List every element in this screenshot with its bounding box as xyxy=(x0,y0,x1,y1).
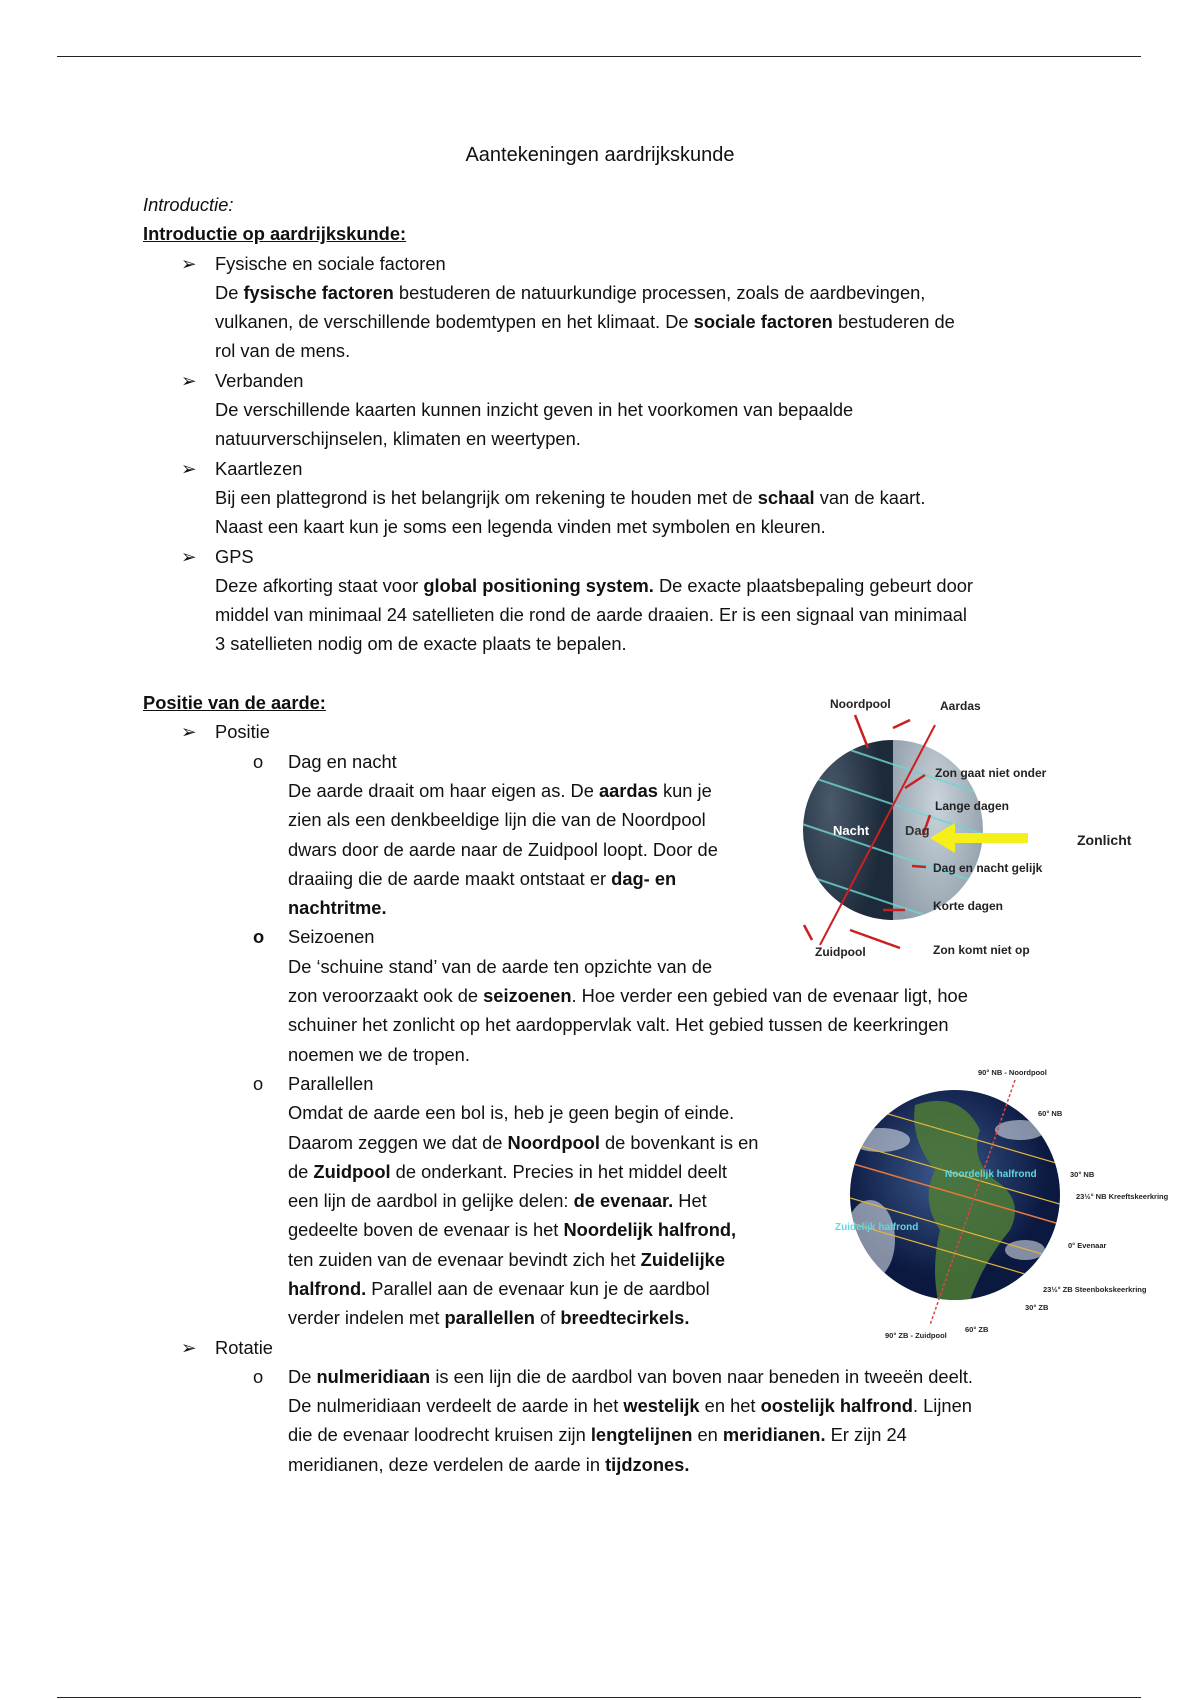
text-run: 3 satellieten nodig om de exacte plaats te bepalen. xyxy=(215,633,627,655)
line-text xyxy=(288,952,712,981)
text-line xyxy=(0,278,1200,307)
text-run: Parallel aan de evenaar kun je de aardbol xyxy=(366,1277,710,1299)
label-zonlicht: Zonlicht xyxy=(1077,832,1132,848)
label-90nb: 90° NB - Noordpool xyxy=(978,1068,1047,1077)
text-run: De ‘schuine stand’ van de aarde ten opzichte van de xyxy=(288,955,713,977)
bold-text: nachtritme. xyxy=(288,897,387,919)
line-text xyxy=(215,336,350,365)
section-heading xyxy=(0,219,1200,248)
circle-bullet-icon: o xyxy=(253,926,265,948)
label-30zb: 30° ZB xyxy=(1025,1303,1049,1312)
parallels-figure xyxy=(820,1050,1200,1340)
text-run: Introductie op aardrijkskunde: xyxy=(143,223,407,245)
text-line xyxy=(0,1391,1200,1420)
arrow-bullet-icon: ➢ xyxy=(181,545,197,567)
text-run: dwars door de aarde naar de Zuidpool loopt. Door de xyxy=(288,838,718,860)
text-run: Positie van de aarde: xyxy=(143,692,326,714)
label-nacht: Nacht xyxy=(833,823,870,838)
text-line xyxy=(0,571,1200,600)
text-run: noemen we de tropen. xyxy=(288,1043,470,1065)
line-text xyxy=(288,835,718,864)
line-text xyxy=(215,307,955,336)
text-line xyxy=(0,659,1200,688)
line-text xyxy=(215,629,627,658)
label-60zb: 60° ZB xyxy=(965,1325,989,1334)
footer-rule xyxy=(57,1697,1141,1698)
text-run: schuiner het zonlicht op het aardoppervlak valt. Het gebied tussen de keerkringen xyxy=(288,1014,949,1036)
line-text xyxy=(288,1215,736,1244)
circle-bullet-icon: o xyxy=(253,750,264,772)
text-run: zon veroorzaakt ook de xyxy=(288,985,484,1007)
text-run: Het xyxy=(673,1190,707,1212)
label-lange-dagen: Lange dagen xyxy=(935,799,1010,813)
text-run: en het xyxy=(699,1395,761,1417)
text-run: Kaartlezen xyxy=(215,457,303,479)
text-run: de onderkant. Precies in het middel deelt xyxy=(390,1160,727,1182)
text-run: Verbanden xyxy=(215,369,304,391)
line-text xyxy=(215,600,967,629)
line-text xyxy=(215,454,302,483)
line-text xyxy=(215,483,925,512)
line-text xyxy=(215,717,270,746)
text-run: De exacte plaatsbepaling gebeurt door xyxy=(653,574,974,596)
label-zon-komt-niet-op: Zon komt niet op xyxy=(933,943,1030,957)
text-line xyxy=(0,1420,1200,1449)
bold-text: Zuidpool xyxy=(313,1160,391,1182)
line-text xyxy=(288,893,387,922)
line-text xyxy=(288,922,374,951)
text-run: GPS xyxy=(215,545,254,567)
bold-text: fysische factoren xyxy=(243,281,394,303)
bold-text: Zuidelijke xyxy=(640,1248,725,1270)
text-run: middel van minimaal 24 satellieten die rond de aarde draaien. Er is een signaal van minimaal xyxy=(215,604,967,626)
line-text xyxy=(288,1450,689,1479)
line-text xyxy=(215,571,973,600)
line-text xyxy=(215,278,925,307)
label-zuidelijk-halfrond: Zuidelijk halfrond xyxy=(835,1222,919,1233)
line-text xyxy=(288,1186,707,1215)
text-line xyxy=(0,629,1200,658)
line-text xyxy=(143,219,406,248)
line-text xyxy=(288,1010,949,1039)
text-run: de bovenkant is en xyxy=(599,1131,759,1153)
label-evenaar: 0° Evenaar xyxy=(1068,1241,1107,1250)
text-run: Seizoenen xyxy=(288,926,375,948)
text-run: Parallellen xyxy=(288,1072,374,1094)
text-run: zien als een denkbeeldige lijn die van de Noordpool xyxy=(288,809,706,831)
text-line xyxy=(0,424,1200,453)
line-text xyxy=(215,395,853,424)
text-run: Introductie: xyxy=(143,194,234,215)
label-zuidpool: Zuidpool xyxy=(815,945,866,959)
text-run: Er zijn 24 xyxy=(825,1424,907,1446)
text-run: rol van de mens. xyxy=(215,340,351,362)
text-run: Rotatie xyxy=(215,1336,273,1358)
list-item xyxy=(0,1362,1200,1391)
bold-text: sociale factoren xyxy=(693,311,833,333)
text-run: Dag en nacht xyxy=(288,750,397,772)
label-korte-dagen: Korte dagen xyxy=(933,899,1004,913)
line-text xyxy=(215,1333,273,1362)
text-run: De aarde draait om haar eigen as. De xyxy=(288,779,599,801)
line-text xyxy=(288,1274,710,1303)
text-run: verder indelen met xyxy=(288,1307,445,1329)
arrow-bullet-icon: ➢ xyxy=(181,457,197,479)
line-text xyxy=(288,1098,734,1127)
text-line xyxy=(0,600,1200,629)
line-text xyxy=(288,805,706,834)
text-line xyxy=(0,190,1200,219)
arrow-bullet-icon: ➢ xyxy=(181,369,197,391)
arrow-bullet-icon: ➢ xyxy=(181,1336,197,1358)
label-30nb: 30° NB xyxy=(1070,1170,1095,1179)
bold-text: de evenaar. xyxy=(573,1190,674,1212)
text-run: Fysische en sociale factoren xyxy=(215,252,446,274)
bold-text: meridianen. xyxy=(722,1424,826,1446)
arrow-bullet-icon: ➢ xyxy=(181,252,197,274)
label-90zb: 90° ZB - Zuidpool xyxy=(885,1331,947,1340)
text-run: De xyxy=(215,281,244,303)
text-run: Naast een kaart kun je soms een legenda vinden met symbolen en kleuren. xyxy=(215,516,826,538)
text-run: ten zuiden van de evenaar bevindt zich het xyxy=(288,1248,641,1270)
line-text xyxy=(215,512,826,541)
text-run: De verschillende kaarten kunnen inzicht geven in het voorkomen van bepaalde xyxy=(215,399,854,421)
text-run: . Lijnen xyxy=(912,1395,972,1417)
list-item xyxy=(0,249,1200,278)
day-night-figure xyxy=(790,690,1190,975)
text-run: Omdat de aarde een bol is, heb je geen begin of einde. xyxy=(288,1102,735,1124)
line-text xyxy=(143,688,326,717)
page-title: Aantekeningen aardrijkskunde xyxy=(465,144,735,166)
label-dag: Dag xyxy=(905,823,930,838)
bold-text: westelijk xyxy=(623,1395,700,1417)
bold-text: Noordpool xyxy=(507,1131,600,1153)
text-run: natuurverschijnselen, klimaten en weertypen. xyxy=(215,428,581,450)
text-line xyxy=(0,395,1200,424)
bold-text: aardas xyxy=(598,779,658,801)
text-run: De nulmeridiaan verdeelt de aarde in het xyxy=(288,1395,624,1417)
text-run: is een lijn die de aardbol van boven naar beneden in tweeën deelt. xyxy=(430,1365,973,1387)
circle-bullet-icon: o xyxy=(253,1072,264,1094)
bold-text: tijdzones. xyxy=(605,1453,690,1475)
line-text xyxy=(288,776,712,805)
line-text xyxy=(288,1362,973,1391)
text-run: gedeelte boven de evenaar is het xyxy=(288,1219,564,1241)
line-text xyxy=(143,190,233,219)
line-text xyxy=(215,366,303,395)
text-line xyxy=(0,1450,1200,1479)
text-run: bestuderen de natuurkundige processen, zoals de aardbevingen, xyxy=(393,281,926,303)
bold-text: breedtecirkels. xyxy=(560,1307,690,1329)
bold-text: oostelijk halfrond xyxy=(760,1395,913,1417)
line-text xyxy=(288,1391,972,1420)
list-item xyxy=(0,542,1200,571)
bold-text: global positioning system. xyxy=(423,574,654,596)
text-run: draaiing die de aarde maakt ontstaat er xyxy=(288,867,612,889)
label-zon-gaat-niet-onder: Zon gaat niet onder xyxy=(935,766,1047,780)
line-text xyxy=(288,864,676,893)
text-run: De xyxy=(288,1365,317,1387)
header-rule xyxy=(57,56,1141,57)
bold-text: dag- en xyxy=(611,867,677,889)
text-run: Daarom zeggen we dat de xyxy=(288,1131,508,1153)
line-text xyxy=(215,424,581,453)
bold-text: halfrond. xyxy=(288,1277,367,1299)
text-run: bestuderen de xyxy=(832,311,955,333)
label-kreeftskeerkring: 23½° NB Kreeftskeerkring xyxy=(1076,1192,1169,1201)
line-text xyxy=(288,1420,907,1449)
text-run: Deze afkorting staat voor xyxy=(215,574,424,596)
line-text xyxy=(288,1245,725,1274)
bold-text: nulmeridiaan xyxy=(316,1365,431,1387)
text-line xyxy=(0,307,1200,336)
line-text xyxy=(215,249,446,278)
bold-text: lengtelijnen xyxy=(590,1424,693,1446)
label-60nb: 60° NB xyxy=(1038,1109,1063,1118)
line-text xyxy=(288,1069,373,1098)
text-run: kun je xyxy=(657,779,712,801)
text-run: van de kaart. xyxy=(814,486,926,508)
bold-text: seizoenen xyxy=(483,985,572,1007)
text-run: of xyxy=(534,1307,561,1329)
text-line xyxy=(0,981,1200,1010)
text-run: die de evenaar loodrecht kruisen zijn xyxy=(288,1424,591,1446)
label-aardas: Aardas xyxy=(940,699,981,713)
text-line xyxy=(0,336,1200,365)
list-item xyxy=(0,454,1200,483)
circle-bullet-icon: o xyxy=(253,1365,264,1387)
line-text xyxy=(288,1040,470,1069)
text-run: meridianen, deze verdelen de aarde in xyxy=(288,1453,606,1475)
bold-text: Noordelijk halfrond, xyxy=(563,1219,737,1241)
text-line xyxy=(0,1010,1200,1039)
label-noordelijk-halfrond: Noordelijk halfrond xyxy=(945,1169,1037,1180)
text-run: en xyxy=(692,1424,723,1446)
text-run: Bij een plattegrond is het belangrijk om rekening te houden met de xyxy=(215,486,758,508)
line-text xyxy=(288,1157,727,1186)
text-run: een lijn de aardbol in gelijke delen: xyxy=(288,1190,574,1212)
text-run: de xyxy=(288,1160,314,1182)
arrow-bullet-icon: ➢ xyxy=(181,721,197,743)
text-run: . Hoe verder een gebied van de evenaar ligt, hoe xyxy=(571,985,968,1007)
text-run: Positie xyxy=(215,721,270,743)
line-text xyxy=(288,1303,689,1332)
label-dag-nacht-gelijk: Dag en nacht gelijk xyxy=(933,861,1043,875)
line-text xyxy=(288,1128,758,1157)
label-noordpool: Noordpool xyxy=(830,697,891,711)
label-steenbokskeerkring: 23½° ZB Steenbokskeerkring xyxy=(1043,1285,1147,1294)
line-text xyxy=(288,981,968,1010)
text-line xyxy=(0,512,1200,541)
text-run: vulkanen, de verschillende bodemtypen en het klimaat. De xyxy=(215,311,694,333)
bold-text: schaal xyxy=(757,486,815,508)
text-line xyxy=(0,483,1200,512)
bold-text: parallellen xyxy=(444,1307,535,1329)
list-item xyxy=(0,366,1200,395)
line-text xyxy=(288,747,397,776)
line-text xyxy=(215,542,254,571)
